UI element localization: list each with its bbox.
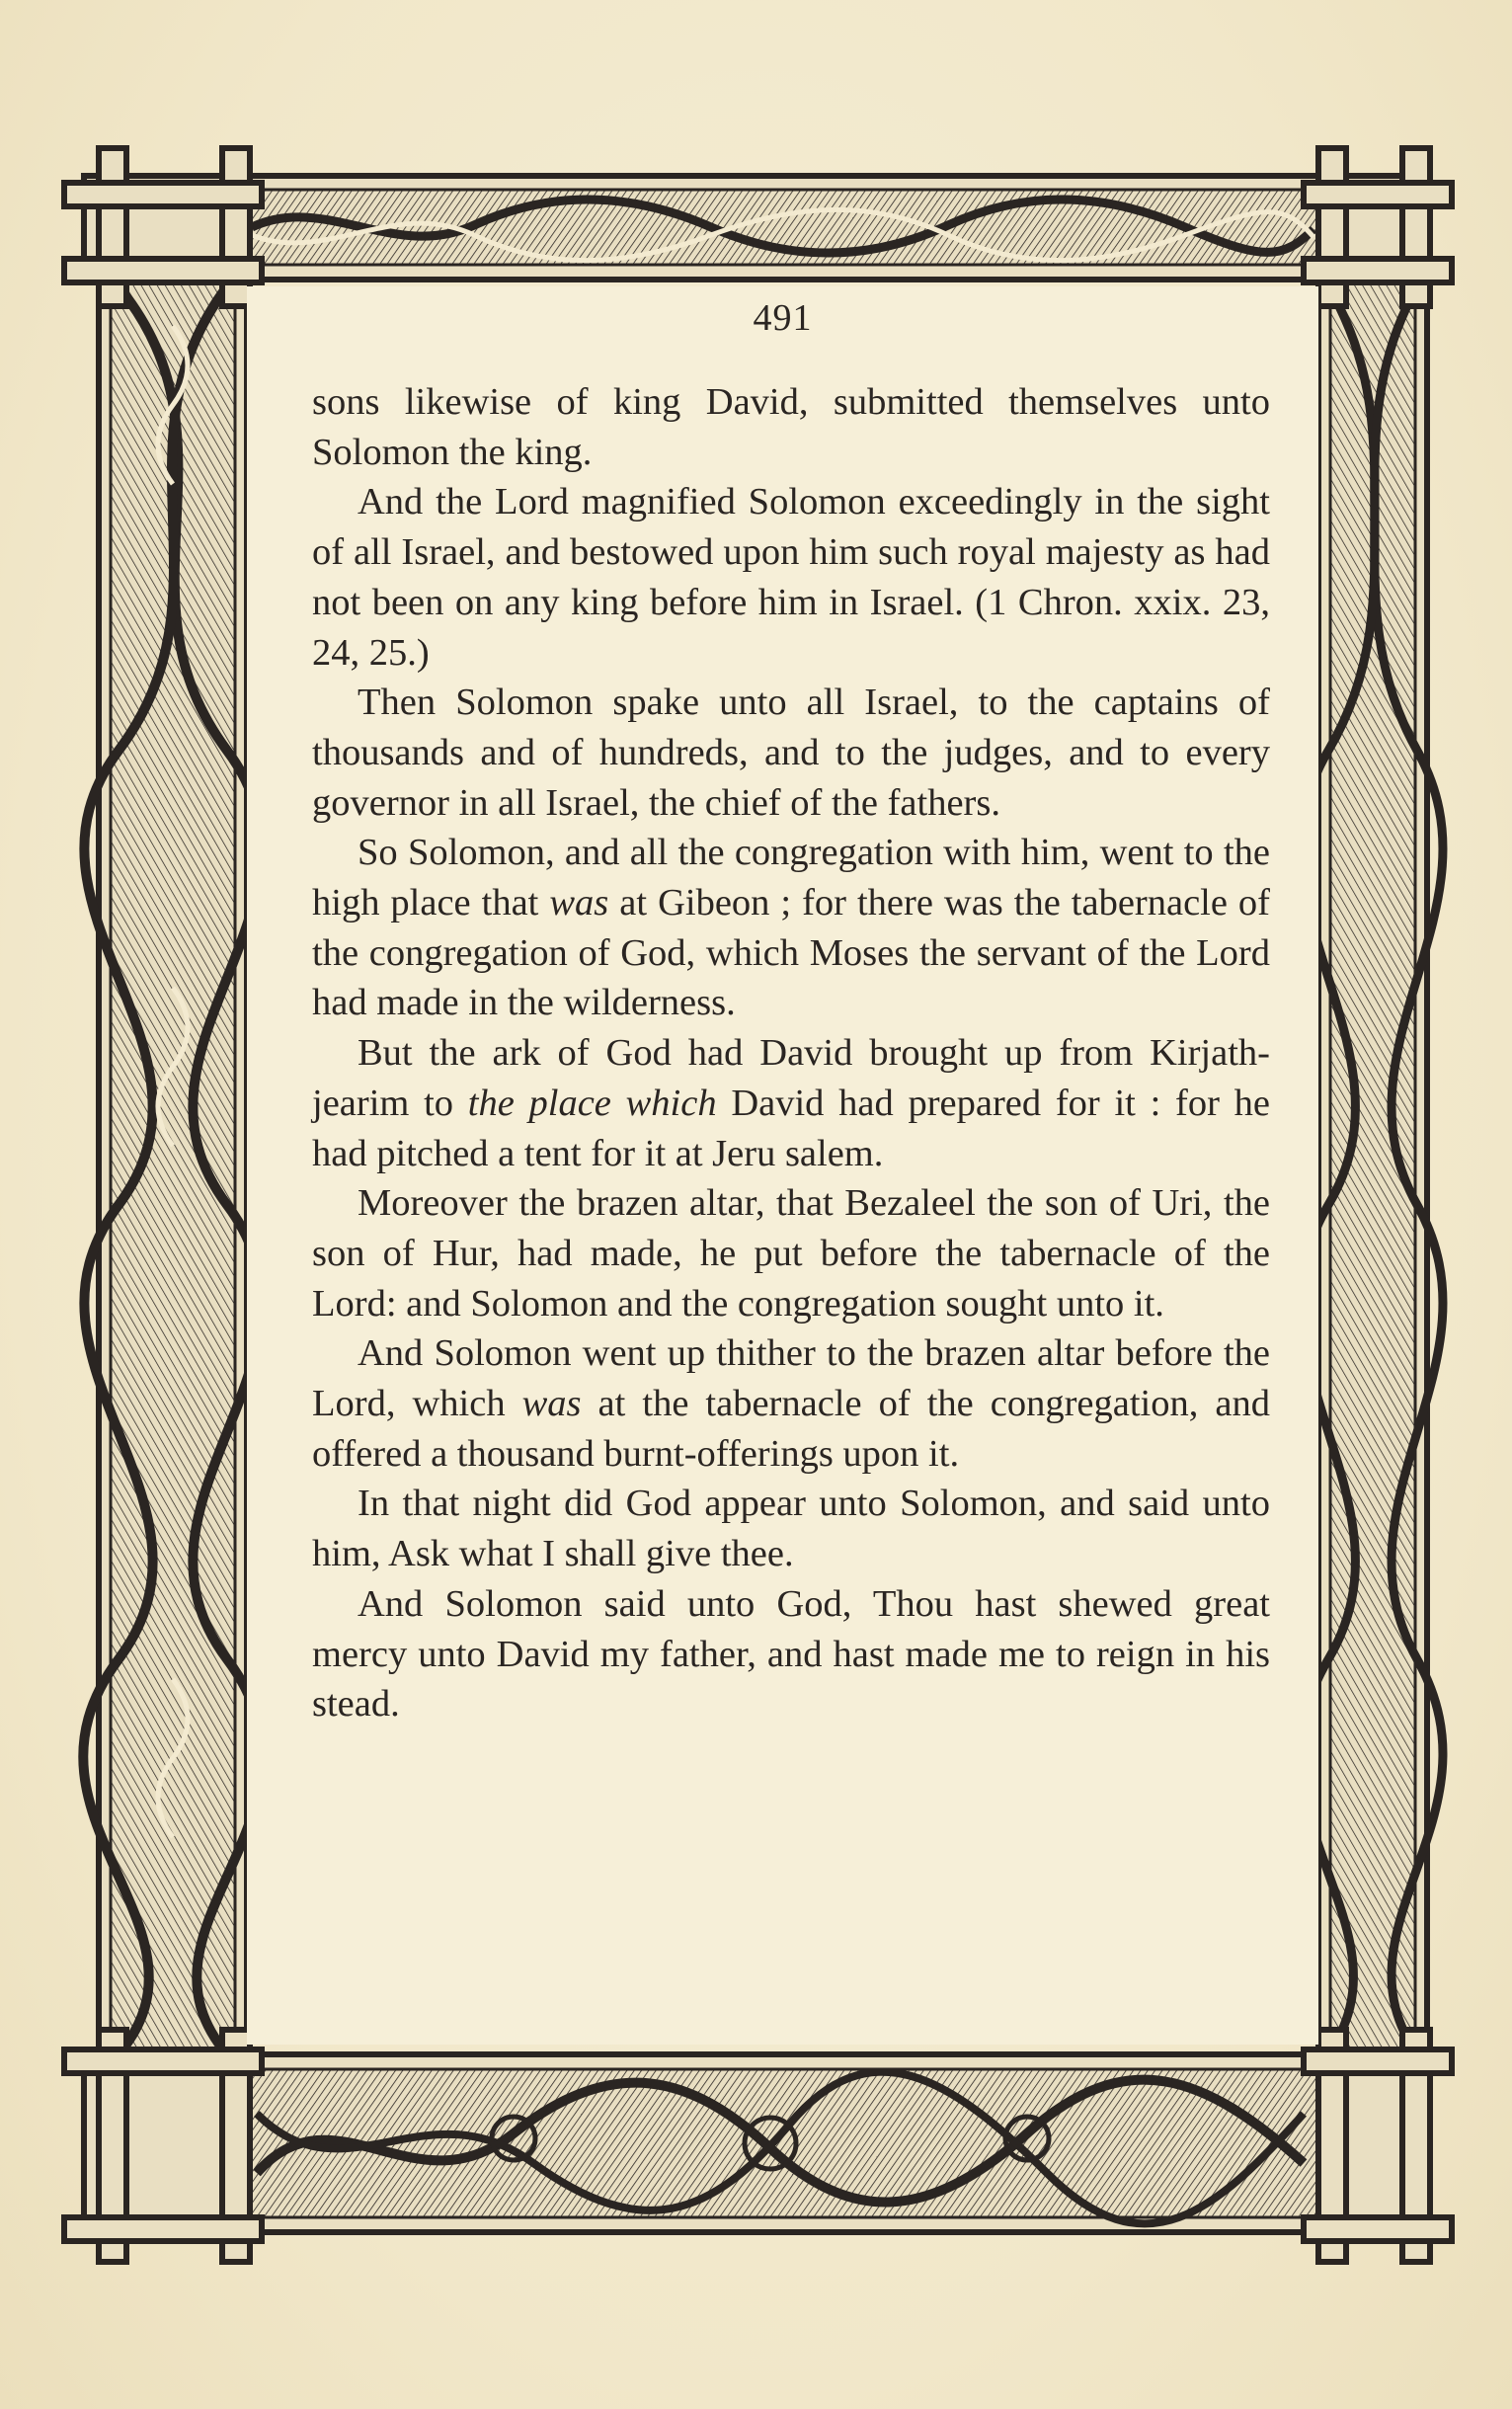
scripture-text bbox=[312, 377, 1270, 1729]
text-segment: at the tabernacle of the congregation, and offered a thousand burnt-offerings upon it. bbox=[312, 1383, 1270, 1475]
text-segment: Moreover the brazen altar, that Bezaleel the son of Uri, the son of Hur, had made, he put before the tabernacle of the Lord: and Solomon and the congregation sought unto it. bbox=[312, 1182, 1270, 1325]
text-segment: at Gibeon ; for there was the tabernacle of the congregation of God, which Moses the servant of the Lord had made in the wilderness. bbox=[312, 882, 1271, 1024]
paragraph bbox=[312, 828, 1270, 1028]
paragraph bbox=[312, 377, 1270, 477]
paragraph bbox=[312, 1479, 1270, 1578]
italic-segment: was bbox=[521, 1383, 582, 1425]
text-segment: But the ark of God had David brought up from Kirjath-jearim to bbox=[312, 1032, 1270, 1124]
text-segment: And the Lord magnified Solomon exceedingly in the sight of all Israel, and bestowed upon him such royal majesty as had not been on any king before him in Israel. (1 Chron. xxix. 23, 24, 25.) bbox=[312, 481, 1270, 674]
paragraph bbox=[312, 1028, 1270, 1178]
page-number: 491 bbox=[753, 297, 813, 339]
text-segment: David had prepared for it : for he had pitched a tent for it at Jeru salem. bbox=[312, 1082, 1270, 1174]
border-bottom-band bbox=[84, 2054, 1427, 2232]
border-left-column bbox=[83, 267, 262, 2064]
border-top-band bbox=[84, 176, 1427, 280]
paragraph bbox=[312, 678, 1270, 828]
italic-segment: the place which bbox=[467, 1082, 717, 1124]
paragraph bbox=[312, 477, 1270, 678]
paragraph bbox=[312, 1579, 1270, 1729]
border-right-column bbox=[1301, 267, 1443, 2064]
paragraph bbox=[312, 1178, 1270, 1328]
text-segment: And Solomon went up thither to the brazen altar before the Lord, which bbox=[312, 1332, 1270, 1425]
paragraph bbox=[312, 1328, 1270, 1479]
italic-segment: was bbox=[549, 882, 609, 924]
text-segment: sons likewise of king David, submitted themselves unto Solomon the king. bbox=[312, 381, 1270, 473]
text-segment: Then Solomon spake unto all Israel, to the captains of thousands and of hundreds, and to the judges, and to every governor in all Israel, the chief of the fathers. bbox=[312, 682, 1270, 824]
text-segment: So Solomon, and all the congregation with him, went to the high place that bbox=[312, 832, 1270, 924]
text-segment: In that night did God appear unto Solomon, and said unto him, Ask what I shall give thee. bbox=[312, 1483, 1270, 1575]
text-segment: And Solomon said unto God, Thou hast shewed great mercy unto David my father, and hast made me to reign in his stead. bbox=[312, 1582, 1270, 1726]
